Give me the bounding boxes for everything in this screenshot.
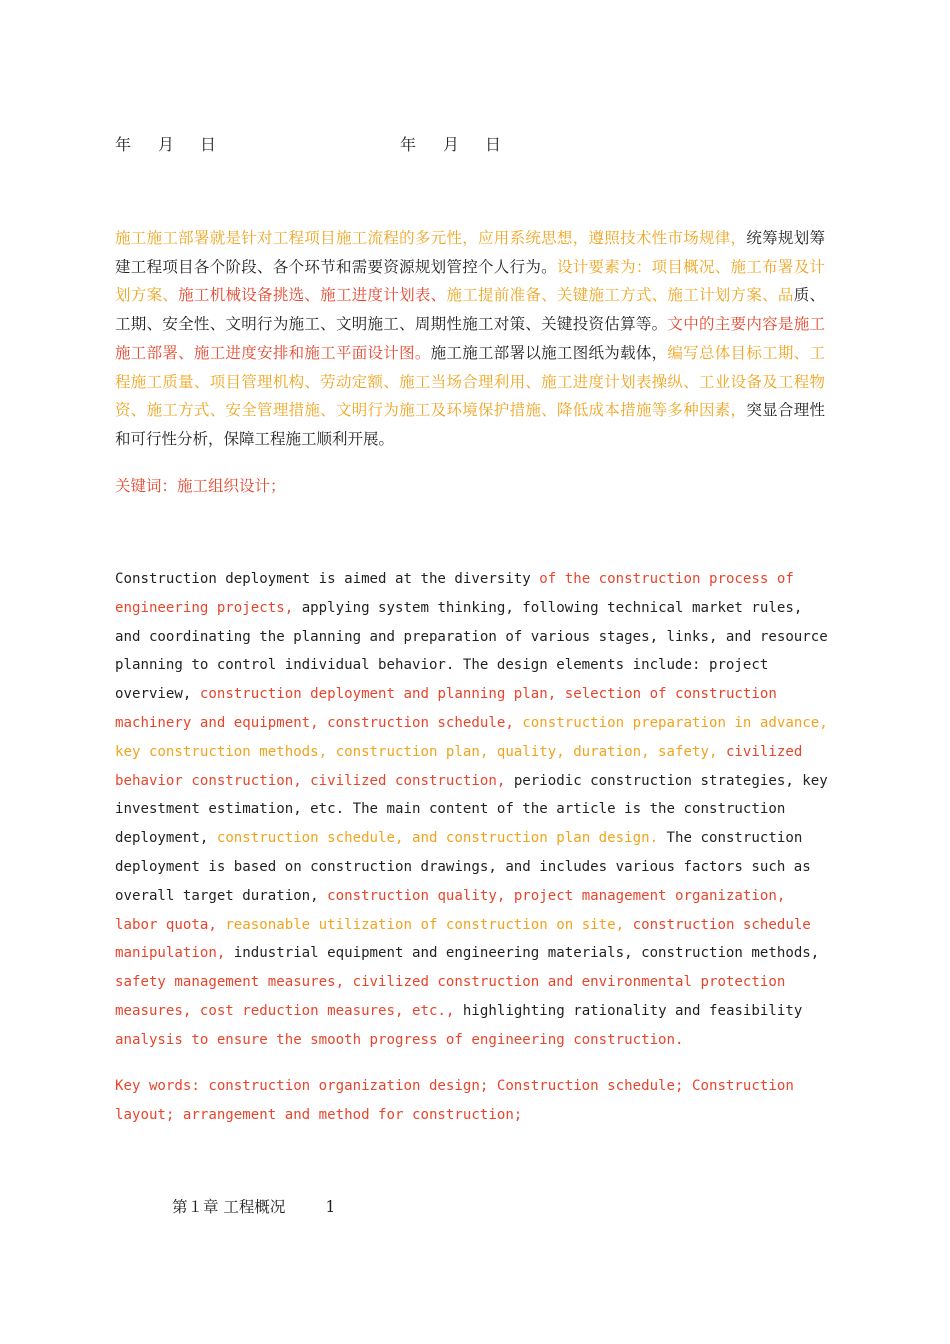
abstract-segment: 文中的主要内容是施工施工部署、施工进度安排和施工平面设计图。 (115, 315, 825, 362)
chinese-keywords: 关键词：施工组织设计； (115, 477, 286, 495)
abstract-segment: analysis to ensure the smooth progress of engineering construction. (115, 1031, 684, 1048)
abstract-segment: The construction deployment is based on construction drawings, and includes various factors such as overall target duration, (115, 830, 811, 904)
abstract-segment: 质、工期、安全性、文明行为施工、文明施工、周期性施工对策、关键投资估算等。 (115, 286, 825, 334)
abstract-segment: industrial equipment and engineering materials, construction methods, (233, 945, 820, 962)
abstract-segment: Construction deployment is aimed at the diversity (115, 571, 540, 587)
abstract-segment: highlighting rationality and feasibility (462, 1002, 803, 1019)
abstract-segment: construction preparation in advance, key construction methods, construction plan, quality, duration, safety, (115, 714, 828, 760)
abstract-segment: 施工提前准备、关键施工方式、施工计划方案、品 (446, 286, 794, 305)
abstract-segment: construction deployment and planning plan, selection of construction machinery and equipment, construction schedule, (115, 686, 777, 731)
abstract-segment: 设计要素为：项目概况、施工布署及计划方案、 (115, 257, 825, 305)
abstract-segment: applying system thinking, following technical market rules, and coordinating the planning and preparation of various stages, links, and resource planning to control individual behavior. The design elements include: project overview, (115, 599, 828, 703)
toc-page-number: 1 (325, 1198, 336, 1216)
abstract-segment: of the construction process of engineering projects, (115, 571, 794, 616)
abstract-segment: 编写总体目标工期、工程施工质量、项目管理机构、劳动定额、施工当场合理利用、施工进度计划表操纵、工业设备及工程物资、施工方式、安全管理措施、文明行为施工及环境保护措施、降低成本措施等多种因素， (115, 343, 825, 420)
table-of-contents-entry[interactable] (172, 1195, 335, 1219)
abstract-segment: safety management measures, civilized construction and environmental protection measures, cost reduction measures, etc., (115, 974, 786, 1019)
abstract-segment: 施工施工部署就是针对工程项目施工流程的多元性，应用系统思想，遵照技术性市场规律， (115, 229, 747, 247)
abstract-segment: construction schedule manipulation, (115, 916, 811, 962)
abstract-segment: 施工机械设备挑选、施工进度计划表、 (178, 286, 447, 305)
date-day-right: 日 (485, 135, 502, 154)
abstract-segment: 统筹规划筹建工程项目各个阶段、各个环节和需要资源规划管控个人行为。 (115, 229, 825, 276)
abstract-segment: periodic construction strategies, key investment estimation, etc. The main content of the article is the construction deployment, (115, 772, 828, 847)
abstract-segment: 施工施工部署以施工图纸为载体， (430, 343, 668, 362)
date-month-right: 月 (443, 135, 460, 154)
abstract-segment: civilized behavior construction, civilized construction, (115, 743, 803, 789)
date-month-left: 月 (158, 135, 175, 154)
abstract-segment: 突显合理性和可行性分析，保障工程施工顺利开展。 (115, 401, 825, 448)
english-keywords: Key words: construction organization design; Construction schedule; Construction layout; arrangement and method for construction; (115, 1078, 794, 1123)
date-year-left: 年 (115, 135, 132, 154)
abstract-segment: construction quality, project management organization, labor quota, (115, 887, 786, 933)
date-year-right: 年 (400, 135, 417, 154)
date-day-left: 日 (200, 135, 217, 154)
chinese-abstract (115, 224, 825, 454)
abstract-segment: construction schedule, and construction plan design. (216, 830, 667, 847)
abstract-segment: reasonable utilization of construction on site, (225, 916, 633, 933)
english-abstract (115, 565, 833, 1055)
toc-chapter-title[interactable]: 第１章 工程概况 (172, 1198, 286, 1216)
